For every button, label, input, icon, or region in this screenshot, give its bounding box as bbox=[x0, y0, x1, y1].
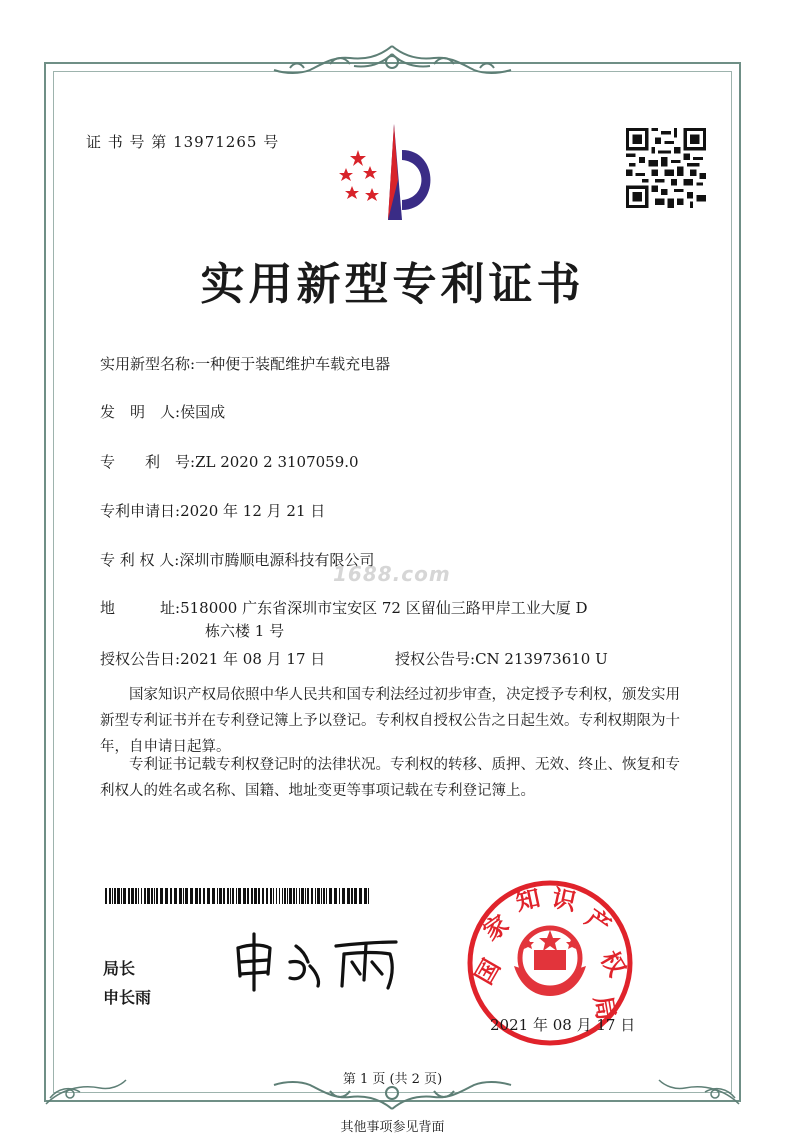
field-value: 2020 年 12 月 21 日 bbox=[180, 502, 326, 520]
barcode-icon bbox=[105, 888, 373, 904]
field-label: 专利申请日: bbox=[100, 502, 181, 520]
footer-note: 其他事项参见背面 bbox=[340, 1120, 445, 1135]
field-value: 518000 广东省深圳市宝安区 72 区留仙三路甲岸工业大厦 D bbox=[180, 599, 588, 617]
certificate-title: 实用新型专利证书 bbox=[200, 259, 585, 310]
field-utility-model-name bbox=[100, 353, 390, 374]
field-value: 一种便于装配维护车载充电器 bbox=[195, 355, 391, 373]
field-patent-number bbox=[100, 451, 359, 472]
signature-icon bbox=[232, 932, 402, 992]
field-label: 授权公告号: bbox=[395, 650, 476, 668]
director-title: 局长 bbox=[103, 959, 136, 978]
qr-code-icon bbox=[626, 128, 706, 208]
field-grant-date bbox=[100, 648, 325, 669]
field-value: 2021 年 08 月 17 日 bbox=[180, 650, 326, 668]
seal-date: 2021 年 08 月 17 日 bbox=[490, 1016, 636, 1034]
field-inventor bbox=[100, 401, 225, 422]
director-name: 申长雨 bbox=[103, 988, 152, 1007]
svg-text:局: 局 bbox=[588, 993, 622, 1023]
svg-text:产: 产 bbox=[580, 902, 617, 941]
svg-text:权: 权 bbox=[594, 945, 632, 982]
field-value: 侯国成 bbox=[180, 403, 226, 421]
page-number: 第 1 页 (共 2 页) bbox=[342, 1072, 443, 1087]
svg-text:识: 识 bbox=[549, 882, 579, 917]
field-label: 专 利 号: bbox=[100, 453, 196, 471]
field-value: 深圳市腾顺电源科技有限公司 bbox=[179, 551, 375, 569]
body-paragraph: 国家知识产权局依照中华人民共和国专利法经过初步审查，决定授予专利权，颁发实用新型专利证书并在专利登记簿上予以登记。专利权自授权公告之日起生效。专利权期限为十年，自申请日起算。 bbox=[100, 687, 680, 755]
body-paragraph: 专利证书记载专利权登记时的法律状况。专利权的转移、质押、无效、终止、恢复和专利权人的姓名或名称、国籍、地址变更等事项记载在专利登记簿上。 bbox=[100, 757, 680, 799]
field-label: 地 址: bbox=[100, 599, 181, 617]
top-ornament-icon bbox=[270, 40, 515, 80]
svg-text:家: 家 bbox=[477, 908, 514, 947]
field-address bbox=[100, 597, 588, 618]
field-address-line2: 栋六楼 1 号 bbox=[205, 622, 285, 640]
svg-text:国: 国 bbox=[468, 953, 506, 990]
watermark: 1688.com bbox=[333, 562, 451, 586]
field-value: CN 213973610 U bbox=[475, 650, 608, 668]
field-label: 授权公告日: bbox=[100, 650, 181, 668]
patent-office-logo-icon bbox=[336, 120, 446, 230]
field-grant-number bbox=[395, 648, 608, 669]
certificate-number: 证 书 号 第 13971265 号 bbox=[86, 133, 280, 151]
field-label: 发 明 人: bbox=[100, 403, 181, 421]
field-label: 实用新型名称: bbox=[100, 355, 196, 373]
field-filing-date bbox=[100, 500, 325, 521]
field-value: ZL 2020 2 3107059.0 bbox=[195, 453, 359, 471]
svg-text:知: 知 bbox=[513, 882, 543, 917]
field-label: 专 利 权 人: bbox=[100, 551, 180, 569]
